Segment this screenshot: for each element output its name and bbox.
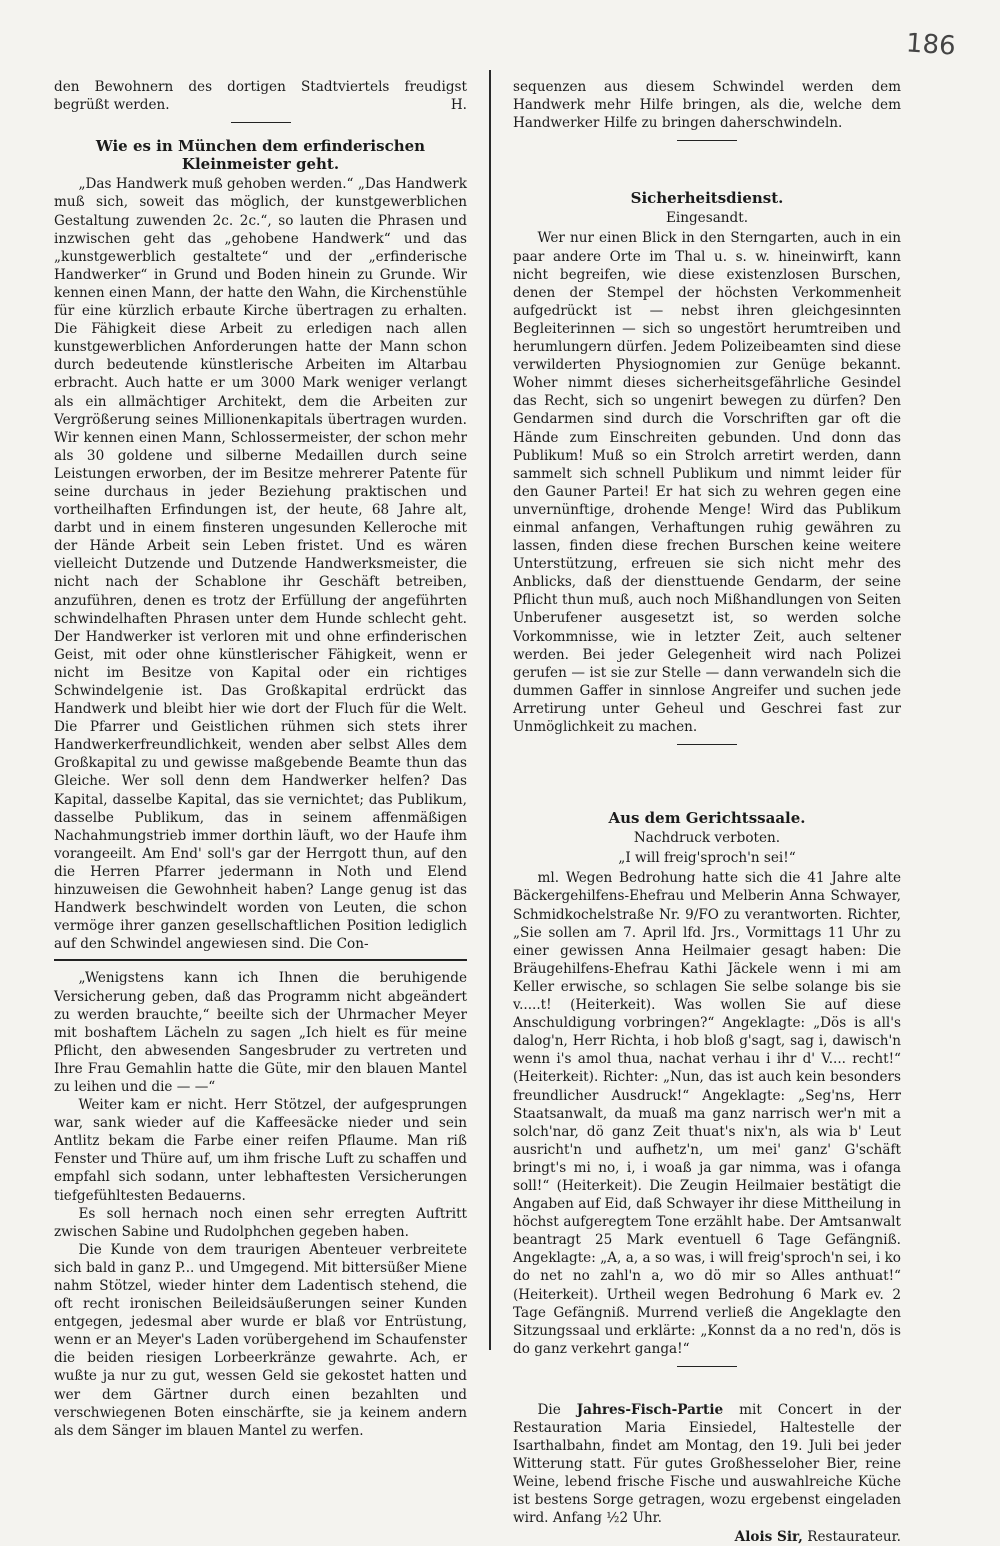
story-paragraph-2: Weiter kam er nicht. Herr Stötzel, der aufgesprungen war, sank wieder auf die Kaffeesäcke nieder und sein Antlitz bekam die Farbe einer reifen Pflaume. Man riß Fenster und Thüre auf, um ihm frische Luft zu schaffen und empfahl sich sodann, unter lebhaftesten Versicherungen tiefgefühltesten Bedauerns. [54,1097,467,1204]
article-subtitle-eingesandt: Eingesandt. [665,210,749,227]
divider [677,744,737,745]
intro-text: den Bewohnern des dortigen Stadtviertels freudigst begrüßt werden. [54,79,467,114]
article-title-kleinmeister: Wie es in München dem erfinderischen Kleinmeister geht. [95,137,426,174]
article-quote-title: „I will freig'sproch'n sei!“ [618,850,796,867]
story-paragraph-4: Die Kunde von dem traurigen Abenteuer verbreitete sich bald in ganz P... und Umgegend. Mit bittersüßer Miene nahm Stötzel, wieder hinter dem Ladentisch stehend, die oft recht ironischen Beileidsäußerungen seiner Kunden entgegen, jedesmal aber wurde er blaß vor Entrüstung, wenn er an Meyer's Laden vorübergehend im Schaufenster die beiden riesigen Lorbeerkränze gewahrte. Ach, er wußte ja nur zu gut, wessen Geld sie gekostet hatten und wer dem Gärtner durch einen bezahlten und verschwiegenen Boten einschärfte, sie ja keinem andern als dem Sänger im blauen Mantel zu werfen. [54,1241,467,1439]
section-rule [54,959,467,961]
article-subtitle-nachdruck: Nachdruck verboten. [633,830,781,847]
advert-signature-role: Restaurateur. [807,1528,901,1545]
continuation-paragraph: sequenzen aus diesem Schwindel werden dem Handwerk mehr Hilfe bringen, als die, welche dem Handwerker Hilfe zu bringen daherschwindeln. [513,79,901,132]
right-column [513,78,901,1546]
advert-paragraph [513,1401,901,1528]
advert-signature [513,1528,901,1546]
advert-text: mit Concert in der Restauration Maria Einsiedel, Haltestelle der Isarthalbahn, findet am Montag, den 19. Juli bei jeder Witterung statt. Für gutes Großhesseloher Bier, reine Weine, lebend frische Fische und auswahlreiche Küche ist bestens Sorge getragen, wozu ergebenst eingeladen wird. Anfang ½2 Uhr. [513,1401,901,1527]
column-divider [489,70,491,1350]
page-number: 186 [905,28,957,62]
article-title-gerichtssaale: Aus dem Gerichtssaale. [608,809,806,828]
divider [677,1366,737,1367]
advert-signature-name: Alois Sir, [734,1528,803,1545]
intro-paragraph [54,78,467,114]
article-body-kleinmeister: „Das Handwerk muß gehoben werden.“ „Das Handwerk muß sich, soweit das möglich, der kunstgewerblichen Gestaltung zuwenden 2c. 2c.“, so lauten die Phrasen und inzwischen geht das „gehobene Handwerk“ und das „kunstgewerblich gestaltete“ und der „erfinderische Handwerker“ in Grund und Boden hinein zu Grunde. Wir kennen einen Mann, der hatte den Wahn, die Kirchenstühle für eine kürzlich erbaute Kirche übertragen zu erhalten. Die Fähigkeit diese Arbeit zu erledigen nach allen kunstgewerblichen Anforderungen hatte der Mann schon durch bedeutende künstlerische Arbeiten im Altarbau erbracht. Auch hatte er um 3000 Mark weniger verlangt als ein allmächtiger Architekt, dem die Arbeiten zur Vergrößerung seines Millionenkapitals übertragen wurden. Wir kennen einen Mann, Schlossermeister, der schon mehr als 30 goldene und silberne Medaillen durch seine Leistungen erworben, der im Besitze mehrerer Patente für seine durchaus in jeder Beziehung praktischen und vortheilhaften Erfindungen ist, der heute, 68 Jahre alt, darbt und in einem finsteren ungesunden Kelleroche mit der Hände Arbeit sein Leben fristet. Und es wären vielleicht Dutzende und Dutzende Handwerksmeister, die nicht nach der Schablone ihr Geschäft betreiben, anzuführen, denen es trotz der Erfüllung der angeführten schwindelhaften Phrasen unter dem Hunde schlecht geht. Der Handwerker ist verloren mit und ohne erfinderischen Geist, mit oder ohne künstlerischer Fähigkeit, wenn er nicht im Besitze von Kapital oder ein richtiges Schwindelgenie ist. Das Großkapital erdrückt das Handwerk und bleibt hier wie dort der Fluch für die Welt. Die Pfarrer und Geistlichen rühmen sich stets ihrer Handwerkerfreundlichkeit, wenden aber selbst Alles dem Großkapital zu und gewisse maßgebende Beamte thun das Gleiche. Wer soll denn dem Handwerker helfen? Das Kapital, dasselbe Kapital, das sie vernichtet; das Publikum, dasselbe Publikum, das in seinem affenmäßigen Nachahmungstrieb immer dorthin läuft, wo der Haufe ihm vorangeeilt. Am End' soll's gar der Herrgott thun, auf den die Herren Pfarrer jedermann in Noth und Elend hinzuweisen die Gewohnheit haben? Lange genug ist das Handwerk beschwindelt worden von Leuten, die schon vermöge ihrer ganzen gesellschaftlichen Position lediglich auf den Schwindel angewiesen sind. Die Con- [54,176,467,953]
divider [677,140,737,141]
intro-sign: H. [450,97,467,114]
advert-event: Jahres-Fisch-Partie [576,1401,724,1418]
advert-lead: Die [537,1401,561,1418]
article-title-sicherheitsdienst: Sicherheitsdienst. [630,189,784,208]
left-column [54,78,467,1440]
article-body-sicherheitsdienst: Wer nur einen Blick in den Sterngarten, auch in ein paar andere Orte im Thal u. s. w. hineinwirft, kann nicht begreifen, wie diese existenzlosen Burschen, denen der Stempel der höchsten Verkommenheit aufgedrückt ist — nebst ihren gleichgesinnten Begleiterinnen — sich so ungestört herumtreiben und herumlungern dürfen. Jedem Polizeibeamten sind diese verwilderten Physiognomien zur Genüge bekannt. Woher nimmt dieses sicherheitsgefährliche Gesindel das Recht, sich so ungenirt bewegen zu dürfen? Den Gendarmen sind durch die Vorschriften gar oft die Hände zum Einschreiten gebunden. Und donn das Publikum! Muß so ein Strolch arretirt werden, dann sammelt sich schnell Publikum und nimmt leider für den Gauner Partei! Er hat sich zu wehren gegen eine unvernünftige, drohende Menge! Wird das Publikum einmal anfangen, Verhaftungen ruhig gewähren zu lassen, finden diese frechen Burschen keine weitere Unterstützung, erfreuen sie sich nicht mehr des Anblicks, daß der diensttuende Gendarm, der seine Pflicht thun muß, auch noch Mißhandlungen von Seiten Unberufener ausgesetzt ist, so werden solche Vorkommnisse, wie in letzter Zeit, auch seltener werden. Bei jeder Gelegenheit wird nach Polizei gerufen — ist sie zur Stelle — dann verwandeln sich die dummen Gaffer in sinnlose Angreifer und suchen jede Arretirung unter Geheul und Geschrei fast zur Unmöglichkeit zu machen. [513,230,901,735]
story-paragraph-3: Es soll hernach noch einen sehr erregten Auftritt zwischen Sabine und Rudolphchen gegeben haben. [54,1205,467,1240]
divider [231,122,291,123]
article-body-gerichtssaale: ml. Wegen Bedrohung hatte sich die 41 Jahre alte Bäckergehilfens-Ehefrau und Melberin Anna Schwayer, Schmidkochelstraße Nr. 9/FO zu verantworten. Richter, „Sie sollen am 7. April lfd. Jrs., Vormittags 11 Uhr zu einer gewissen Anna Heilmaier gesagt haben: Die Bräugehilfens-Ehefrau Kathi Jäckele wenn i mi am Keller erwische, so schlagen Sie selbe solange bis sie v.....t! (Heiterkeit). Was wollen Sie auf diese Anschuldigung vorbringen?“ Angeklagte: „Dös is all's dalog'n, Herr Richta, i hob bloß g'sagt, sag i, dawisch'n wenn i's amol thua, nachat verhau i ihr d' V.... recht!“ (Heiterkeit). Richter: „Nun, das ist auch kein besonders freundlicher Ausdruck!“ Angeklagte: „Seg'ns, Herr Staatsanwalt, da muaß ma ganz narrisch wer'n mit a solch'nar, dö ganz Zeit thuat's nix'n, als wia b' Leut ausricht'n und aufhetz'n, um mei' ganz' G'schäft bringt's mi no, i, i woaß ja gar nimma, was i ofanga soll!“ (Heiterkeit). Die Zeugin Heilmaier bestätigt die Angaben auf Eid, daß Schwayer ihr diese Mittheilung in höchst aufgeregtem Tone erzählt habe. Der Amtsanwalt beantragt 25 Mark eventuell 6 Tage Gefängniß. Angeklagte: „A, a, a so was, i will freig'sproch'n sei, i ko do net no zahl'n a, wo dö mir so Alles anthuat!“ (Heiterkeit). Urtheil wegen Bedrohung 6 Mark ev. 2 Tage Gefängniß. Murrend verließ die Angeklagte den Sitzungssaal und erklärte: „Konnst da a no red'n, dös is do ganz verkehrt ganga!“ [513,870,901,1357]
story-paragraph-1: „Wenigstens kann ich Ihnen die beruhigende Versicherung geben, daß das Programm nicht abgeändert zu werden brauchte,“ beeilte sich der Uhrmacher Meyer mit boshaftem Lächeln zu sagen „Ich hielt es für meine Pflicht, den abwesenden Sangesbruder zu vertreten und Ihre Frau Gemahlin hatte die Güte, mir den blauen Mantel zu leihen und die — —“ [54,970,467,1095]
